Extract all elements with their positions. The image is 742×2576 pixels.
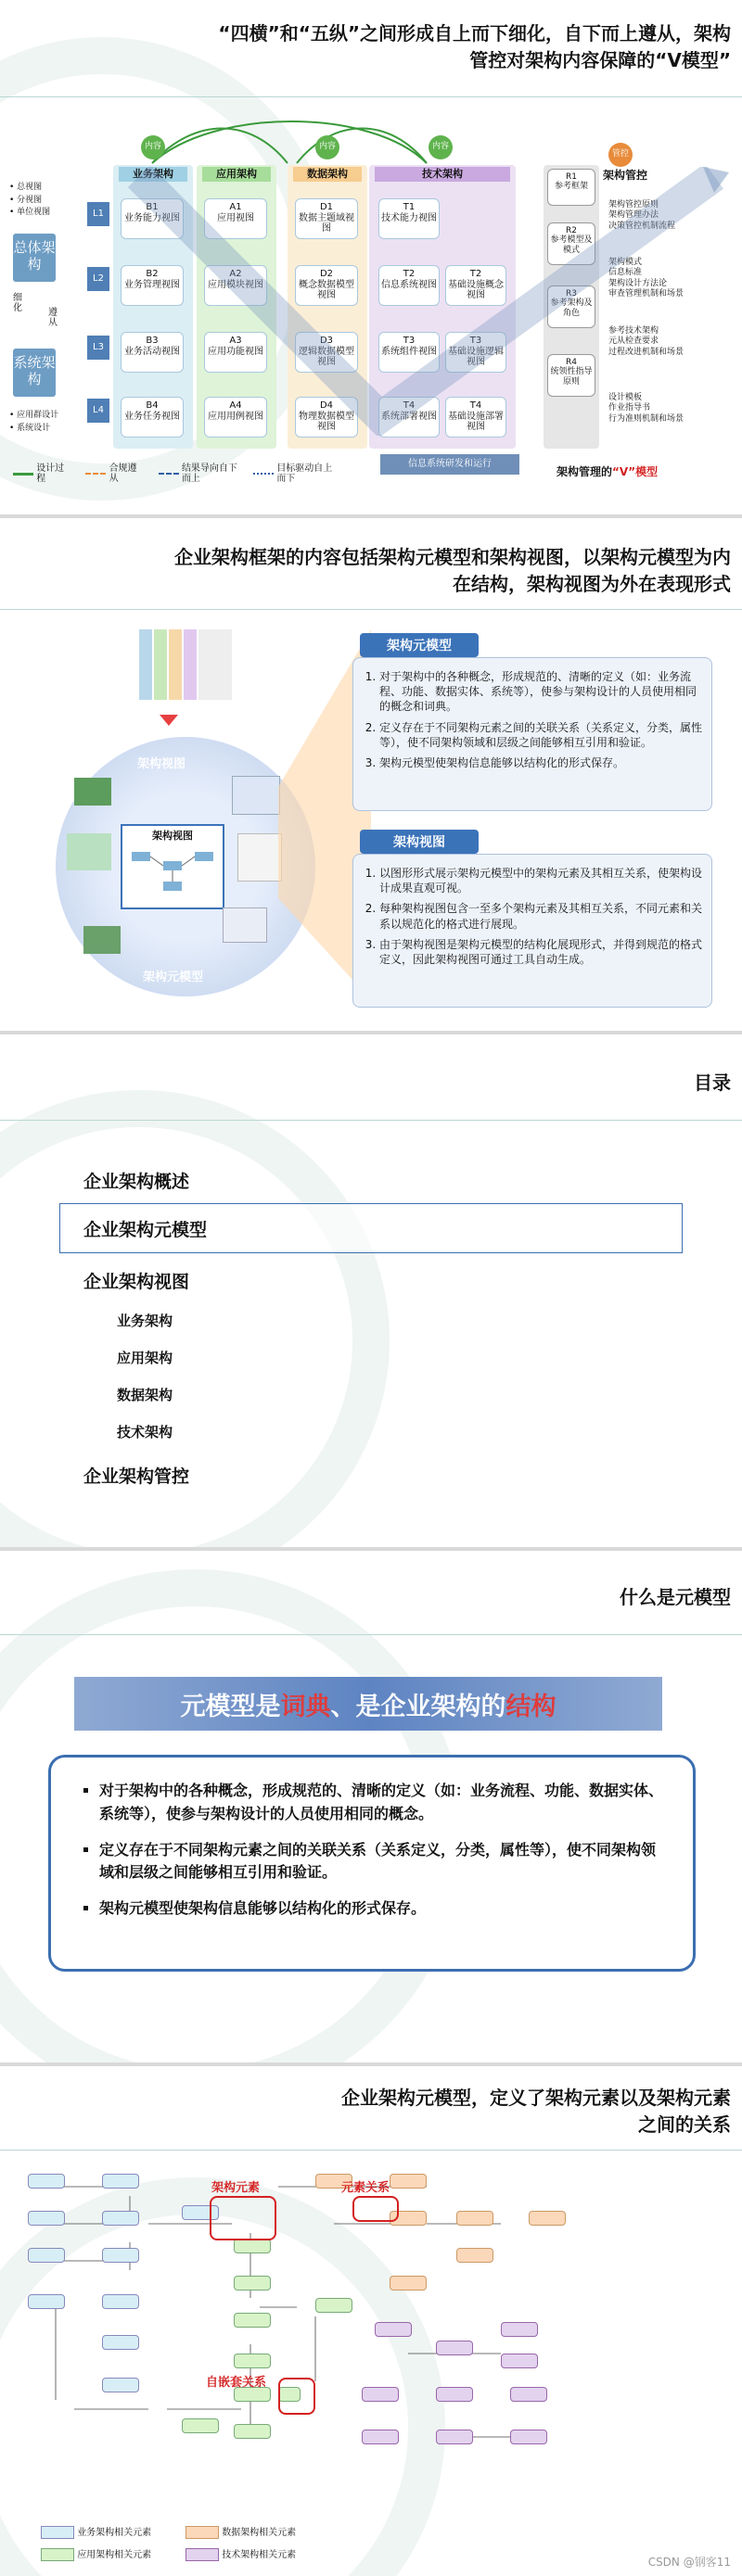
overall-arch-label: 总体架构 bbox=[13, 234, 56, 282]
view-box bbox=[352, 854, 712, 1008]
nested-highlight bbox=[278, 2378, 315, 2415]
legend-app bbox=[41, 2546, 151, 2561]
legend-swatch-tech bbox=[186, 2548, 219, 2561]
element-highlight bbox=[210, 2196, 276, 2240]
design-item-sys: • 系统设计 bbox=[9, 423, 51, 433]
mgmt-header: 架构管控 bbox=[603, 169, 648, 182]
center-view-diagram bbox=[122, 843, 223, 902]
slide-title: 什么是元模型 bbox=[620, 1586, 731, 1608]
node-business-9 bbox=[102, 2335, 139, 2350]
stack-strip-3 bbox=[169, 629, 182, 700]
meta-model-list bbox=[363, 669, 702, 770]
toc-business-arch[interactable]: 业务架构 bbox=[117, 1313, 173, 1329]
column-tech-header: 技术架构 bbox=[375, 167, 510, 182]
cell-t4-infra: T4 基础设施部署视图 bbox=[445, 397, 506, 438]
mgmt-note-4: 设计模板 作业指导书 行为准则机制和场景 bbox=[608, 393, 684, 424]
cell-t1: T1 技术能力视图 bbox=[378, 198, 440, 239]
node-app-8 bbox=[182, 2418, 219, 2433]
view-item-split: • 分视图 bbox=[9, 195, 43, 205]
meta-model-header: 架构元模型 bbox=[360, 633, 479, 657]
circle-label-bottom: 架构元模型 bbox=[143, 971, 204, 984]
view-thumb-5 bbox=[83, 926, 121, 954]
title-rule bbox=[0, 1634, 742, 1635]
slide-v-model bbox=[0, 0, 742, 514]
column-app-header: 应用架构 bbox=[202, 167, 271, 182]
node-business-6 bbox=[102, 2248, 139, 2263]
node-data-6 bbox=[456, 2248, 493, 2263]
node-tech-7 bbox=[510, 2387, 547, 2402]
node-business-2 bbox=[102, 2174, 139, 2189]
toc-app-arch[interactable]: 应用架构 bbox=[117, 1350, 173, 1366]
cell-r3: R3 参考架构及角色 bbox=[547, 286, 595, 328]
legend-comply-line bbox=[85, 473, 106, 475]
center-view-label: 架构视图 bbox=[152, 830, 193, 842]
title-rule bbox=[0, 1120, 742, 1121]
node-business-10 bbox=[102, 2378, 139, 2392]
background-swirl bbox=[0, 1090, 390, 1547]
meta-item-1: 1. 对于架构中的各种概念，形成规范的、清晰的定义（如：业务流程、功能、数据实体、系统等），使参与架构设计的人员使用相同的概念和词典。 bbox=[379, 669, 702, 715]
view-thumb-2 bbox=[232, 776, 280, 815]
badge-data: 内容 bbox=[315, 135, 339, 159]
node-tech-9 bbox=[436, 2430, 473, 2444]
refine-label: 细化 bbox=[13, 293, 22, 313]
view-list bbox=[363, 866, 702, 967]
legend-goal: 目标驱动自上而下 bbox=[276, 463, 333, 484]
toc-views[interactable]: 企业架构视图 bbox=[83, 1272, 190, 1292]
level-l4: L4 bbox=[87, 399, 109, 423]
legend-business-label: 业务架构相关元素 bbox=[77, 2528, 152, 2538]
metamodel-stack-thumbnail bbox=[139, 629, 232, 700]
cell-t2-infra: T2 基础设施概念视图 bbox=[445, 265, 506, 306]
title-rule bbox=[0, 2150, 742, 2151]
cell-b3: B3 业务活动视图 bbox=[121, 332, 184, 373]
slide-metamodel-diagram bbox=[0, 2066, 742, 2576]
banner-part-2: 、是企业架构的 bbox=[330, 1692, 506, 1721]
watermark: CSDN @钢客11 bbox=[647, 2556, 731, 2569]
v-model-caption bbox=[556, 463, 658, 479]
banner-highlight-dictionary: 词典 bbox=[280, 1692, 331, 1721]
view-item-1: 1. 以图形形式展示架构元模型中的架构元素及其相互关系，使架构设计成果直观可视。 bbox=[379, 866, 702, 895]
cell-b4: B4 业务任务视图 bbox=[121, 397, 184, 438]
view-thumb-4 bbox=[237, 833, 282, 882]
node-business-7 bbox=[28, 2294, 65, 2309]
node-app-5 bbox=[234, 2354, 271, 2368]
slide-toc bbox=[0, 1034, 742, 1547]
view-thumb-3 bbox=[67, 833, 111, 870]
stack-strip-4 bbox=[184, 629, 197, 700]
legend-driving-line bbox=[159, 473, 179, 475]
legend-design: 设计过程 bbox=[36, 463, 65, 484]
badge-mgmt: 管控 bbox=[608, 143, 633, 167]
meta-model-box bbox=[352, 657, 712, 811]
cell-a1: A1 应用视图 bbox=[204, 198, 267, 239]
v-model-caption-suffix: “V”模型 bbox=[612, 465, 659, 478]
cell-d3: D3 逻辑数据模型视图 bbox=[295, 332, 358, 373]
node-business-8 bbox=[102, 2294, 139, 2309]
legend-goal-line bbox=[253, 473, 274, 475]
view-item-top: • 总视图 bbox=[9, 183, 43, 192]
node-app-3 bbox=[234, 2313, 271, 2328]
node-tech-6 bbox=[436, 2387, 473, 2402]
mgmt-note-3: 参考技术架构 元从检查要求 过程改进机制和场景 bbox=[608, 326, 684, 357]
definition-banner bbox=[74, 1677, 662, 1731]
badge-tech: 内容 bbox=[429, 135, 453, 159]
node-business-3 bbox=[28, 2211, 65, 2226]
legend-swatch-business bbox=[41, 2526, 74, 2539]
bullet-1: ▪ 对于架构中的各种概念，形成规范的、清晰的定义（如：业务流程、功能、数据实体、系统等），使参与架构设计的人员使用相同的概念。 bbox=[99, 1780, 665, 1826]
node-tech-5 bbox=[362, 2387, 399, 2402]
level-l1: L1 bbox=[87, 202, 109, 226]
node-tech-8 bbox=[362, 2430, 399, 2444]
toc-overview[interactable]: 企业架构概述 bbox=[83, 1172, 190, 1192]
bullet-list bbox=[79, 1780, 665, 1921]
banner-part-1: 元模型是 bbox=[180, 1692, 281, 1721]
node-data-5 bbox=[529, 2211, 566, 2226]
node-app-1 bbox=[234, 2239, 271, 2253]
view-item-unit: • 单位视图 bbox=[9, 208, 51, 217]
cell-r2: R2 参考模型及模式 bbox=[547, 222, 595, 265]
node-tech-3 bbox=[501, 2322, 538, 2337]
title-rule bbox=[0, 96, 742, 97]
title-rule bbox=[0, 609, 742, 610]
center-view-card bbox=[121, 824, 224, 909]
label-nested: 自嵌套关系 bbox=[206, 2376, 267, 2390]
node-tech-1 bbox=[375, 2322, 412, 2337]
down-arrow-icon bbox=[160, 715, 178, 726]
v-model-arrow bbox=[102, 167, 733, 436]
legend-design-line bbox=[13, 473, 33, 476]
cell-d4: D4 物理数据模型视图 bbox=[295, 397, 358, 438]
cell-r1: R1 参考框架 bbox=[547, 169, 595, 206]
legend-swatch-app bbox=[41, 2548, 74, 2561]
column-business-header: 业务架构 bbox=[119, 167, 187, 182]
node-tech-2 bbox=[436, 2341, 473, 2355]
toc-tech-arch[interactable]: 技术架构 bbox=[117, 1424, 173, 1440]
cell-a3: A3 应用功能视图 bbox=[204, 332, 267, 373]
research-bar: 信息系统研发和运行 bbox=[380, 454, 519, 475]
banner-highlight-structure: 结构 bbox=[505, 1692, 556, 1721]
level-l3: L3 bbox=[87, 336, 109, 360]
legend bbox=[13, 463, 356, 484]
view-thumb-6 bbox=[223, 907, 267, 943]
bullet-2: ▪ 定义存在于不同架构元素之间的关联关系（关系定义，分类，属性等），使不同架构领域和层级之间能够相互引用和验证。 bbox=[99, 1839, 665, 1885]
node-app-9 bbox=[234, 2424, 271, 2439]
view-header: 架构视图 bbox=[360, 830, 479, 854]
stack-strip-2 bbox=[154, 629, 167, 700]
mgmt-note-1: 架构管控原则 架构管理办法 决策管控机制流程 bbox=[608, 200, 676, 231]
node-data-7 bbox=[390, 2276, 427, 2290]
label-relation: 元素关系 bbox=[341, 2181, 390, 2195]
slide-title: 企业架构框架的内容包括架构元模型和架构视图，以架构元模型为内在结构，架构视图为外在表现形式 bbox=[174, 546, 731, 595]
stack-strip-1 bbox=[139, 629, 152, 700]
toc-governance[interactable]: 企业架构管控 bbox=[83, 1466, 190, 1487]
circle-label-top: 架构视图 bbox=[137, 757, 186, 771]
design-item-app: • 应用群设计 bbox=[9, 411, 59, 420]
v-model-caption-prefix: 架构管理的 bbox=[556, 465, 613, 478]
legend-tech-label: 技术架构相关元素 bbox=[222, 2550, 297, 2560]
toc-metamodel[interactable]: 企业架构元模型 bbox=[83, 1220, 208, 1240]
node-data-4 bbox=[456, 2211, 493, 2226]
design-type-list bbox=[9, 410, 58, 435]
cell-d1: D1 数据主题域视图 bbox=[295, 198, 358, 239]
slide-title: “四横”和“五纵”之间形成自上而下细化，自下而上遵从，架构管控对架构内容保障的“V模型” bbox=[218, 22, 731, 71]
node-data-2 bbox=[390, 2174, 427, 2189]
view-item-3: 3. 由于架构视图是架构元模型的结构化展现形式，并得到规范的格式定义，因此架构视图可通过工具自动生成。 bbox=[379, 937, 702, 967]
label-element: 架构元素 bbox=[211, 2181, 261, 2195]
node-business-5 bbox=[28, 2248, 65, 2263]
legend-tech bbox=[186, 2546, 296, 2561]
view-thumb-1 bbox=[74, 778, 111, 806]
toc-data-arch[interactable]: 数据架构 bbox=[117, 1387, 173, 1403]
meta-item-3: 3. 架构元模型使架构信息能够以结构化的形式保存。 bbox=[379, 755, 702, 770]
node-tech-4 bbox=[501, 2354, 538, 2368]
system-arch-label: 系统架构 bbox=[13, 349, 56, 397]
node-app-4 bbox=[315, 2298, 352, 2313]
column-data-header: 数据架构 bbox=[293, 167, 362, 182]
relation-highlight bbox=[352, 2196, 399, 2222]
legend-comply: 合规遵从 bbox=[109, 463, 137, 484]
badge-business: 内容 bbox=[141, 135, 165, 159]
cell-t3-component: T3 系统组件视图 bbox=[378, 332, 440, 373]
bullet-panel bbox=[48, 1755, 696, 1972]
legend-data-label: 数据架构相关元素 bbox=[222, 2528, 297, 2538]
connection-arcs bbox=[139, 117, 445, 172]
legend-data bbox=[186, 2524, 296, 2539]
slide-what-is-metamodel bbox=[0, 1551, 742, 2062]
legend-app-label: 应用架构相关元素 bbox=[77, 2550, 152, 2560]
node-business-1 bbox=[28, 2174, 65, 2189]
mgmt-note-2: 架构模式 信息标准 架构设计方法论 审查管理机制和场景 bbox=[608, 258, 684, 298]
cell-t3-infra: T3 基础设施逻辑视图 bbox=[445, 332, 506, 373]
meta-item-2: 2. 定义存在于不同架构元素之间的关联关系（关系定义，分类，属性等），使不同架构领域和层级之间能够相互引用和验证。 bbox=[379, 720, 702, 750]
slide-framework bbox=[0, 518, 742, 1031]
level-l2: L2 bbox=[87, 267, 109, 291]
cell-t2-system: T2 信息系统视图 bbox=[378, 265, 440, 306]
node-business-4 bbox=[102, 2211, 139, 2226]
cell-t4-deploy: T4 系统部署视图 bbox=[378, 397, 440, 438]
slide-title: 企业架构元模型，定义了架构元素以及架构元素之间的关系 bbox=[341, 2087, 731, 2136]
view-type-list bbox=[9, 182, 50, 220]
cell-a2: A2 应用模块视图 bbox=[204, 265, 267, 306]
cell-a4: A4 应用用例视图 bbox=[204, 397, 267, 438]
cell-b2: B2 业务管理视图 bbox=[121, 265, 184, 306]
legend-driving: 结果导向自下而上 bbox=[181, 463, 237, 484]
cell-d2: D2 概念数据模型视图 bbox=[295, 265, 358, 306]
node-tech-10 bbox=[510, 2430, 547, 2444]
node-app-2 bbox=[234, 2276, 271, 2290]
view-item-2: 2. 每种架构视图包含一至多个架构元素及其相互关系，不同元素和关系以规范化的格式进行展现。 bbox=[379, 901, 702, 931]
cell-r4: R4 统领性指导原则 bbox=[547, 354, 595, 397]
follow-label: 遵从 bbox=[48, 308, 58, 328]
legend-business bbox=[41, 2524, 151, 2539]
slide-title: 目录 bbox=[694, 1072, 731, 1094]
bullet-3: ▪ 架构元模型使架构信息能够以结构化的形式保存。 bbox=[99, 1897, 665, 1921]
legend-swatch-data bbox=[186, 2526, 219, 2539]
stack-strip-5 bbox=[198, 629, 232, 700]
cell-b1: B1 业务能力视图 bbox=[121, 198, 184, 239]
